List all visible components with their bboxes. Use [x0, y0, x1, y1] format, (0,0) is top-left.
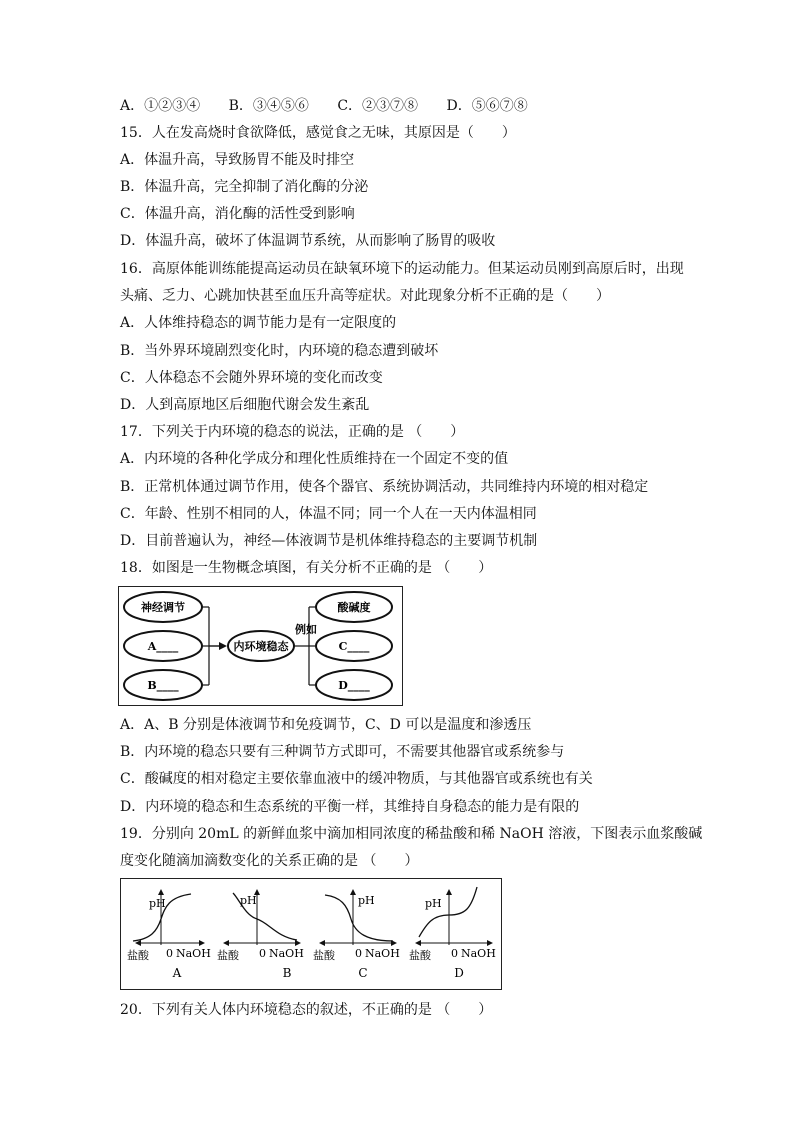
graph-a-zero-label: 0 [166, 947, 173, 960]
graph-a-y-arrow [158, 889, 164, 895]
graph-a-right-label: NaOH [176, 947, 211, 960]
q16-option-a: A．人体维持稳态的调节能力是有一定限度的 [120, 315, 397, 331]
q17-option-b: B．正常机体通过调节作用，使各个器官、系统协调活动，共同维持内环境的相对稳定 [120, 479, 649, 495]
q14-option-d: D．⑤⑥⑦⑧ [446, 98, 528, 114]
graph-b-option-label: B [282, 966, 292, 980]
graph-c-right-label: NaOH [365, 947, 400, 960]
q18-option-a: A．A、B 分别是体液调节和免疫调节，C、D 可以是温度和渗透压 [120, 717, 532, 733]
graph-d [409, 887, 496, 980]
graph-c-left-label: 盐酸 [313, 949, 335, 962]
q16-option-c: C．人体稳态不会随外界环境的变化而改变 [120, 370, 383, 386]
graph-c [313, 889, 400, 980]
node-homeostasis-label: 内环境稳态 [233, 640, 289, 653]
graph-c-x-arrow-left [319, 940, 325, 946]
q16-stem-line2: 头痛、乏力、心跳加快甚至血压升高等症状。对此现象分析不正确的是（ ） [120, 288, 610, 304]
graph-c-y-label: pH [358, 894, 375, 907]
graph-a [127, 889, 211, 980]
link-label-example: 例如 [295, 623, 317, 636]
q17-option-a: A．内环境的各种化学成分和理化性质维持在一个固定不变的值 [120, 451, 509, 467]
graph-c-y-arrow [350, 889, 356, 895]
graph-d-right-label: NaOH [461, 947, 496, 960]
node-d-label: D____ [338, 679, 370, 692]
graph-a-y-label: pH [149, 897, 166, 910]
graph-d-y-arrow [446, 889, 452, 895]
graph-d-zero-label: 0 [451, 947, 458, 960]
graph-b-right-label: NaOH [269, 947, 304, 960]
q14-option-b: B．③④⑤⑥ [228, 98, 309, 114]
q18-option-d: D．内环境的稳态和生态系统的平衡一样，其维持自身稳态的能力是有限的 [120, 799, 580, 815]
q18-option-b: B．内环境的稳态只要有三种调节方式即可，不需要其他器官或系统参与 [120, 744, 565, 760]
graph-b-x-arrow-right [295, 940, 301, 946]
graph-c-zero-label: 0 [355, 947, 362, 960]
graph-d-y-label: pH [425, 897, 442, 910]
concept-map-figure [118, 586, 403, 706]
q17-option-d: D．目前普遍认为，神经—体液调节是机体维持稳态的主要调节机制 [120, 533, 538, 549]
q18-stem: 18．如图是一生物概念填图，有关分析不正确的是 （ ） [120, 560, 493, 576]
graph-d-option-label: D [454, 966, 464, 980]
q17-stem: 17．下列关于内环境的稳态的说法，正确的是 （ ） [120, 424, 465, 440]
graph-b-zero-label: 0 [259, 947, 266, 960]
q18-option-c: C．酸碱度的相对稳定主要依靠血液中的缓冲物质，与其他器官或系统也有关 [120, 771, 593, 787]
q15-stem: 15．人在发高烧时食欲降低，感觉食之无味，其原因是（ ） [120, 125, 516, 141]
graph-a-x-arrow-right [199, 940, 205, 946]
graph-b [217, 889, 304, 980]
ph-graphs-figure [120, 878, 502, 990]
graph-d-left-label: 盐酸 [409, 949, 431, 962]
q15-option-d: D．体温升高，破坏了体温调节系统，从而影响了肠胃的吸收 [120, 233, 496, 249]
graph-a-left-label: 盐酸 [127, 949, 149, 962]
graph-a-option-label: A [172, 966, 182, 980]
q16-stem-line1: 16．高原体能训练能提高运动员在缺氧环境下的运动能力。但某运动员刚到高原后时，出现 [120, 261, 684, 277]
q17-option-c: C．年龄、性别不相同的人，体温不同；同一个人在一天内体温相同 [120, 506, 537, 522]
q19-stem-line2: 度变化随滴加滴数变化的关系正确的是 （ ） [120, 853, 419, 869]
node-a-label: A____ [147, 640, 179, 653]
graph-d-x-arrow-right [487, 940, 493, 946]
graph-d-x-arrow-left [415, 940, 421, 946]
graph-b-y-label: pH [240, 894, 257, 907]
q16-option-b: B．当外界环境剧烈变化时，内环境的稳态遭到破坏 [120, 343, 439, 359]
ph-graphs-svg [121, 879, 501, 989]
graph-b-left-label: 盐酸 [217, 949, 239, 962]
node-ph-label: 酸碱度 [337, 601, 371, 614]
q14-option-c: C．②③⑦⑧ [337, 98, 419, 114]
q15-option-b: B．体温升高，完全抑制了消化酶的分泌 [120, 179, 369, 195]
q19-stem-line1: 19．分别向 20mL 的新鲜血浆中滴加相同浓度的稀盐酸和稀 NaOH 溶液，下图表示血浆酸碱 [120, 826, 703, 842]
graph-c-option-label: C [358, 966, 368, 980]
q16-option-d: D．人到高原地区后细胞代谢会发生紊乱 [120, 397, 370, 413]
node-c-label: C____ [338, 640, 370, 653]
node-b-label: B____ [147, 679, 179, 692]
q20-stem: 20．下列有关人体内环境稳态的叙述，不正确的是 （ ） [120, 1002, 493, 1018]
q14-options [120, 96, 552, 116]
node-neural-regulation-label: 神经调节 [141, 601, 185, 614]
q15-option-a: A．体温升高，导致肠胃不能及时排空 [120, 152, 355, 168]
arrow-head [219, 642, 227, 650]
concept-map-svg [119, 587, 402, 705]
q14-option-a: A．①②③④ [120, 98, 201, 114]
graph-b-x-arrow-left [223, 940, 229, 946]
q15-option-c: C．体温升高，消化酶的活性受到影响 [120, 206, 355, 222]
